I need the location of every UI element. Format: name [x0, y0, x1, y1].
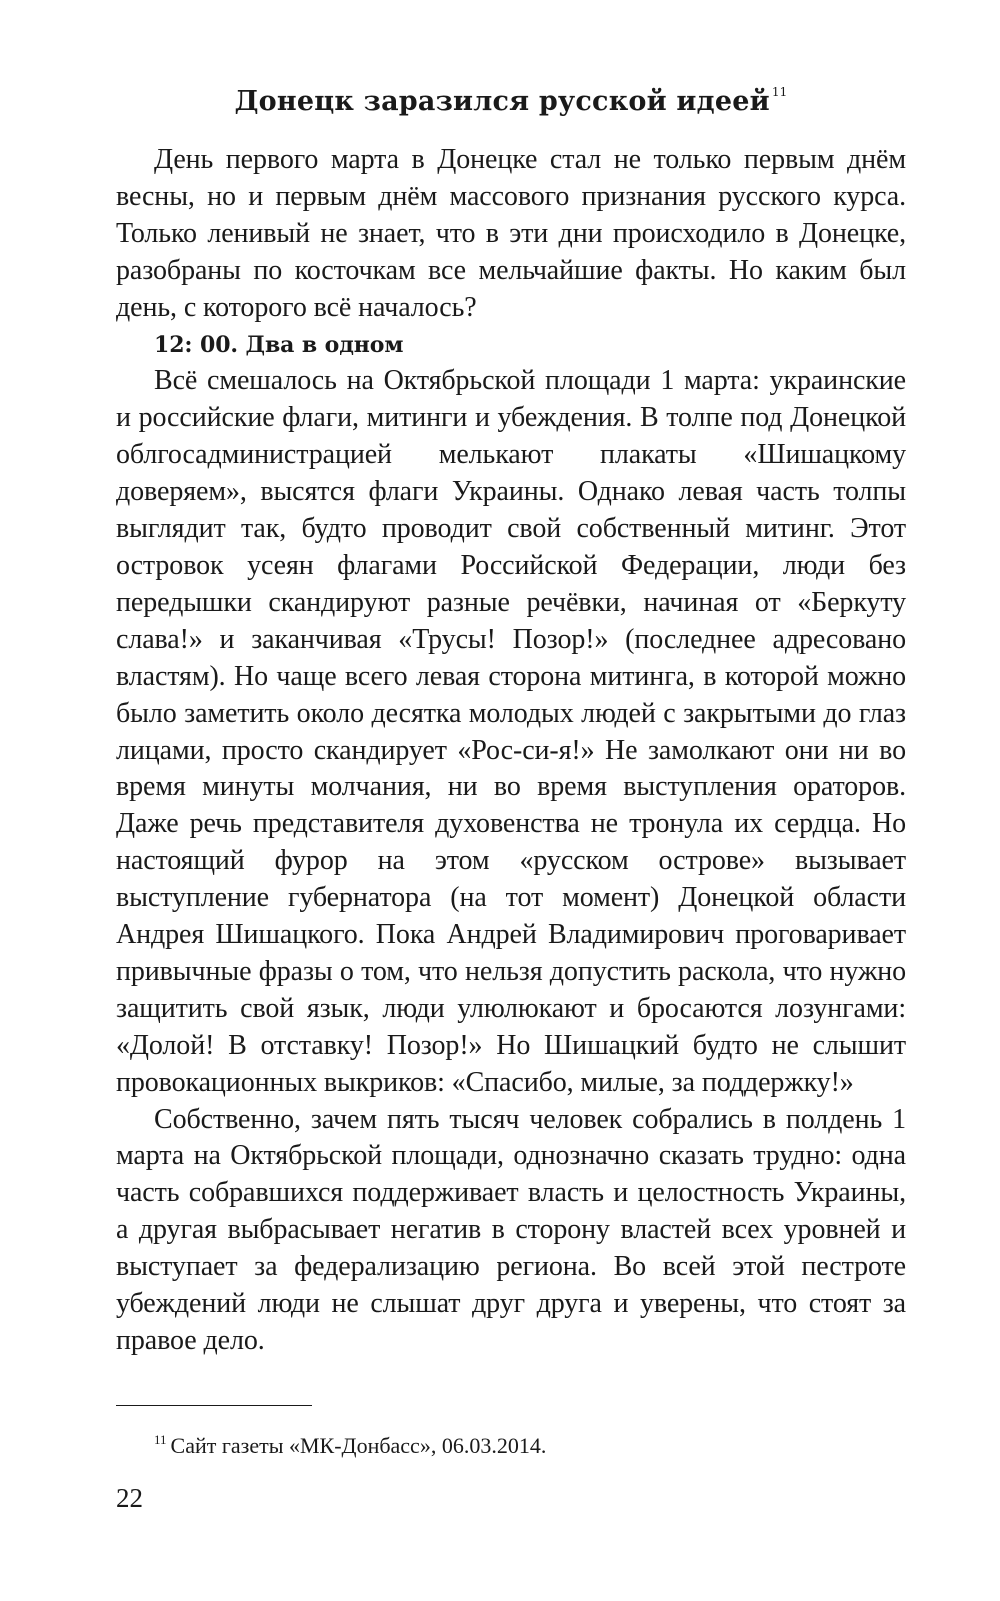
footnote-number: 11 — [154, 1432, 167, 1447]
article-title-text: Донецк заразился русской идеей — [234, 86, 770, 117]
book-page — [116, 0, 906, 1601]
article-title — [116, 72, 906, 122]
footnote-divider — [116, 1405, 312, 1406]
footnote-reference: 11 — [771, 85, 788, 99]
section-subheading: 12: 00. Два в одном — [154, 331, 404, 358]
page-number: 22 — [116, 1483, 143, 1513]
intro-paragraph: День первого марта в Донецке стал не только первым днём весны, но и первым днём массового признания русского курса. Только ленивый не знает, что в эти дни происходило в Донецке, разобраны по косточкам все мельчайшие факты. Но каким был день, с которого всё началось? — [116, 144, 906, 323]
section-paragraph: Всё смешалось на Октябрьской площади 1 марта: украинские и российские флаги, митинги и убеждения. В толпе под Донецкой облгосадминистрацией мелькают плакаты «Шишацкому доверяем», высятся флаги Украины. Однако левая часть толпы выглядит так, будто проводит свой собственный митинг. Этот островок усеян флагами Российской Федерации, люди без передышки скандируют разные речёвки, начиная от «Беркуту слава!» и заканчивая «Трусы! Позор!» (последнее адресовано властям). Но чаще всего левая сторона митинга, в которой можно было заметить около десятка молодых людей с закрытыми до глаз лицами, просто скандирует «Рос-си-я!» Не замолкают они ни во время минуты молчания, ни во время выступления ораторов. Даже речь представителя духовенства не тронула их сердца. Но настоящий фурор на этом «русском острове» вызывает выступление губернатора (на тот момент) Донецкой области Андрея Шишацкого. Пока Андрей Владимирович проговаривает привычные фразы о том, что нельзя допустить раскола, что нужно защитить свой язык, люди улюлюкают и бросаются лозунгами: «Долой! В отставку! Позор!» Но Шишацкий будто не слышит провокационных выкриков: «Спасибо, милые, за поддержку!» — [116, 365, 906, 1098]
article-body — [116, 142, 906, 1360]
footnote-text: Сайт газеты «МК-Донбасс», 06.03.2014. — [170, 1433, 547, 1458]
section-paragraph: Собственно, зачем пять тысяч человек собрались в полдень 1 марта на Октябрьской площади, однозначно сказать трудно: одна часть собравшихся поддерживает власть и целостность Украины, а другая выбрасывает негатив в сторону властей всех уровней и выступает за федерализацию региона. Во всей этой пестроте убеждений люди не слышат друг друга и уверены, что стоят за правое дело. — [116, 1103, 906, 1356]
footnote — [154, 1426, 546, 1460]
